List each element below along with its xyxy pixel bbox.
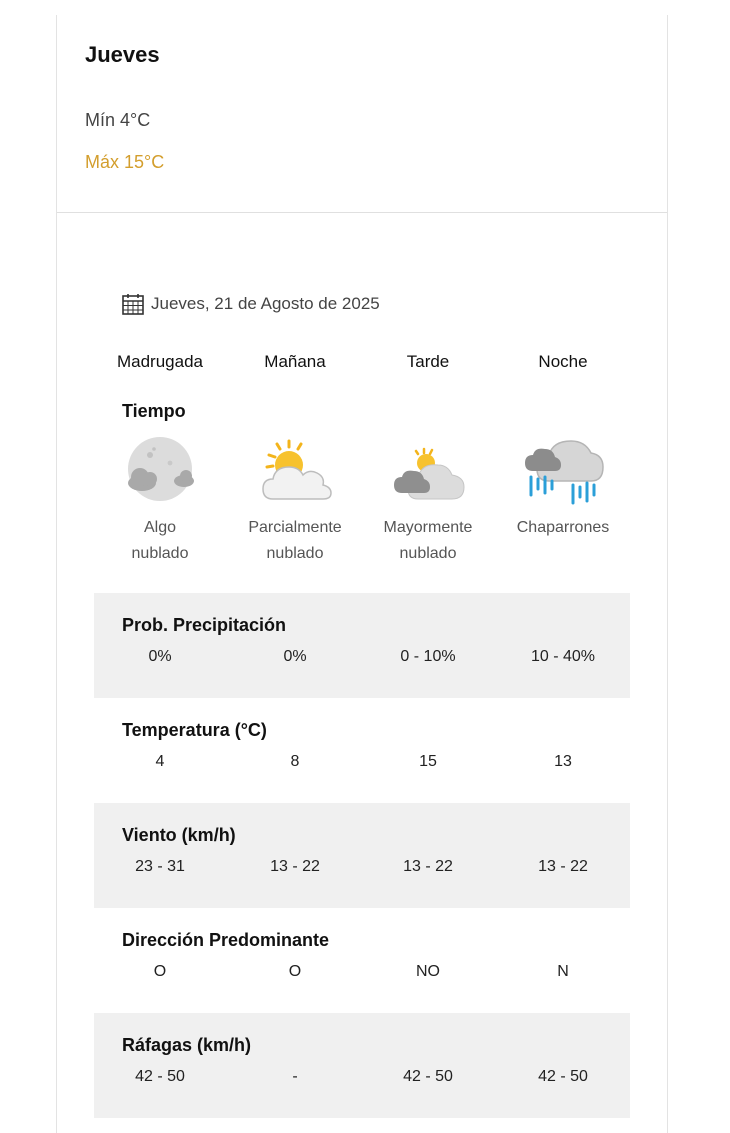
row-value: 13 - 22 <box>538 858 588 875</box>
row-value: 0 - 10% <box>400 648 456 665</box>
row-value: NO <box>416 963 440 980</box>
period-headers <box>57 352 667 376</box>
row-title: Viento (km/h) <box>122 825 236 845</box>
row-value: 13 - 22 <box>403 858 453 875</box>
row-value: O <box>288 963 302 980</box>
row-title: Ráfagas (km/h) <box>122 1035 252 1055</box>
desc-line1: Parcialmente <box>248 519 342 536</box>
row-title: Temperatura (°C) <box>122 720 267 740</box>
row-value: 23 - 31 <box>135 858 185 875</box>
row-value: 0% <box>148 648 172 665</box>
row-value: - <box>292 1068 298 1085</box>
desc-line2: nublado <box>131 545 189 562</box>
weather-desc-tarde <box>360 515 496 567</box>
weather-desc-manana <box>227 515 363 567</box>
row-value: 42 - 50 <box>135 1068 185 1085</box>
period-noche: Noche <box>538 352 588 371</box>
row-wind <box>94 803 630 908</box>
period-manana: Mañana <box>264 352 326 371</box>
weather-desc-madrugada <box>92 515 228 567</box>
period-madrugada: Madrugada <box>116 352 203 371</box>
desc-line1: Mayormente <box>383 519 473 536</box>
period-tarde: Tarde <box>406 352 450 371</box>
weather-icons <box>57 437 667 503</box>
row-title: Dirección Predominante <box>122 930 330 950</box>
row-value: 13 <box>554 753 572 770</box>
forecast-date-text: Jueves, 21 de Agosto de 2025 <box>151 294 380 313</box>
row-value: 42 - 50 <box>538 1068 588 1085</box>
calendar-icon <box>121 292 145 316</box>
weather-section-title: Tiempo <box>122 401 186 421</box>
row-value: 10 - 40% <box>530 648 596 665</box>
row-title: Prob. Precipitación <box>122 615 287 635</box>
row-value: 13 - 22 <box>270 858 320 875</box>
rain-showers-icon <box>495 437 631 503</box>
max-temperature: Máx 15°C <box>85 152 165 172</box>
row-value: 4 <box>155 753 165 770</box>
row-value: O <box>153 963 167 980</box>
weather-desc-noche <box>495 515 631 541</box>
row-value: 0% <box>283 648 307 665</box>
day-summary-header[interactable] <box>57 15 667 213</box>
moon-cloud-icon <box>92 437 228 503</box>
forecast-card <box>56 15 668 1133</box>
row-value: 8 <box>290 753 300 770</box>
row-gusts <box>94 1013 630 1118</box>
row-precipitation <box>94 593 630 698</box>
row-value: N <box>557 963 569 980</box>
sun-cloud-icon <box>227 437 363 503</box>
row-wind-direction <box>94 908 630 1013</box>
forecast-date <box>121 292 380 316</box>
desc-line2: nublado <box>266 545 324 562</box>
row-value: 42 - 50 <box>403 1068 453 1085</box>
desc-line2: nublado <box>399 545 457 562</box>
day-title: Jueves <box>85 42 160 67</box>
row-temperature <box>94 698 630 803</box>
sun-dark-cloud-icon <box>360 437 496 503</box>
min-temperature: Mín 4°C <box>85 110 151 130</box>
row-value: 15 <box>419 753 437 770</box>
desc-line1: Algo <box>143 519 177 536</box>
desc-line1: Chaparrones <box>516 519 610 536</box>
